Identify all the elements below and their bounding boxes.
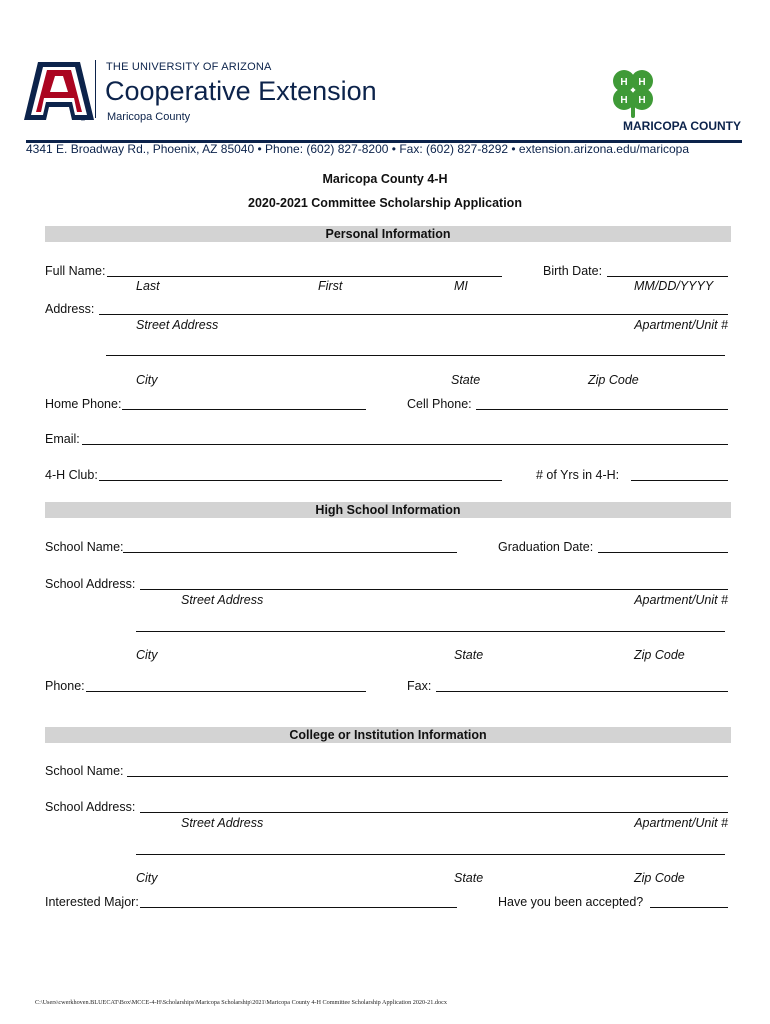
- last-name-caption: Last: [136, 279, 160, 293]
- hs-street-address-field[interactable]: [140, 589, 728, 590]
- extension-title: Cooperative Extension: [105, 76, 377, 106]
- street-address-field[interactable]: [99, 314, 728, 315]
- full-name-label: Full Name:: [45, 264, 106, 278]
- hs-fax-field[interactable]: [436, 691, 728, 692]
- logo-divider: [95, 60, 96, 118]
- college-street-address-field[interactable]: [140, 812, 728, 813]
- accepted-field[interactable]: [650, 907, 728, 908]
- college-city-state-zip-field[interactable]: [136, 854, 725, 855]
- city-caption: City: [136, 373, 158, 387]
- hs-school-address-label: School Address:: [45, 577, 136, 591]
- full-name-field[interactable]: [107, 276, 502, 277]
- city-state-zip-field[interactable]: [106, 355, 725, 356]
- section-title: High School Information: [315, 503, 461, 517]
- form-title: Maricopa County 4-H: [322, 172, 448, 186]
- four-h-clover-icon: [609, 66, 657, 118]
- apartment-caption: Apartment/Unit #: [634, 318, 728, 332]
- graduation-date-label: Graduation Date:: [498, 540, 594, 554]
- hs-fax-label: Fax:: [407, 679, 432, 693]
- svg-text:H: H: [620, 77, 628, 88]
- contact-line: 4341 E. Broadway Rd., Phoenix, AZ 85040 • Phone: (602) 827-8200 • Fax: (602) 827-8292 • extension.arizona.edu/maricopa: [26, 142, 690, 156]
- college-apartment-caption: Apartment/Unit #: [634, 816, 728, 830]
- hs-phone-label: Phone:: [45, 679, 85, 693]
- svg-text:H: H: [638, 95, 646, 106]
- university-name: THE UNIVERSITY OF ARIZONA: [106, 61, 272, 73]
- date-format-caption: MM/DD/YYYY: [634, 279, 714, 293]
- hs-zip-caption: Zip Code: [634, 648, 685, 662]
- registered-mark: ®: [80, 114, 86, 123]
- club-label: 4-H Club:: [45, 468, 98, 482]
- mi-caption: MI: [454, 279, 468, 293]
- section-title: College or Institution Information: [289, 728, 487, 742]
- home-phone-field[interactable]: [122, 409, 366, 410]
- county-subtitle: Maricopa County: [107, 111, 191, 123]
- state-caption: State: [451, 373, 481, 387]
- hs-city-caption: City: [136, 648, 158, 662]
- address-label: Address:: [45, 302, 95, 316]
- file-path-footer: C:\Users\cwerkhoven.BLUECAT\Box\MCCE-4-H\Scholarships\Maricopa Scholarship\2021\Maricopa County 4-H Committee Scholarship Application 2020-21.docx: [35, 999, 447, 1006]
- section-title: Personal Information: [325, 227, 451, 241]
- college-school-name-label: School Name:: [45, 764, 124, 778]
- club-field[interactable]: [99, 480, 502, 481]
- street-address-caption: Street Address: [136, 318, 219, 332]
- years-in-4h-label: # of Yrs in 4-H:: [536, 468, 620, 482]
- interested-major-field[interactable]: [140, 907, 457, 908]
- email-field[interactable]: [82, 444, 728, 445]
- section-college-information: [45, 727, 731, 743]
- hs-phone-field[interactable]: [86, 691, 366, 692]
- college-city-caption: City: [136, 871, 158, 885]
- zip-caption: Zip Code: [588, 373, 639, 387]
- first-name-caption: First: [318, 279, 343, 293]
- hs-school-name-field[interactable]: [123, 552, 457, 553]
- college-street-address-caption: Street Address: [181, 816, 264, 830]
- college-school-address-label: School Address:: [45, 800, 136, 814]
- section-personal-information: [45, 226, 731, 242]
- county-right-label: MARICOPA COUNTY: [623, 119, 741, 133]
- home-phone-label: Home Phone:: [45, 397, 122, 411]
- college-zip-caption: Zip Code: [634, 871, 685, 885]
- hs-city-state-zip-field[interactable]: [136, 631, 725, 632]
- form-subtitle: 2020-2021 Committee Scholarship Application: [248, 196, 522, 210]
- birth-date-label: Birth Date:: [543, 264, 603, 278]
- hs-street-address-caption: Street Address: [181, 593, 264, 607]
- hs-school-name-label: School Name:: [45, 540, 124, 554]
- hs-state-caption: State: [454, 648, 484, 662]
- cell-phone-label: Cell Phone:: [407, 397, 472, 411]
- email-label: Email:: [45, 432, 80, 446]
- birth-date-field[interactable]: [607, 276, 728, 277]
- years-in-4h-field[interactable]: [631, 480, 728, 481]
- graduation-date-field[interactable]: [598, 552, 728, 553]
- cell-phone-field[interactable]: [476, 409, 728, 410]
- college-state-caption: State: [454, 871, 484, 885]
- hs-apartment-caption: Apartment/Unit #: [634, 593, 728, 607]
- section-high-school-information: [45, 502, 731, 518]
- svg-text:H: H: [620, 95, 628, 106]
- interested-major-label: Interested Major:: [45, 895, 139, 909]
- svg-text:H: H: [638, 77, 646, 88]
- accepted-label: Have you been accepted?: [498, 895, 644, 909]
- college-school-name-field[interactable]: [127, 776, 728, 777]
